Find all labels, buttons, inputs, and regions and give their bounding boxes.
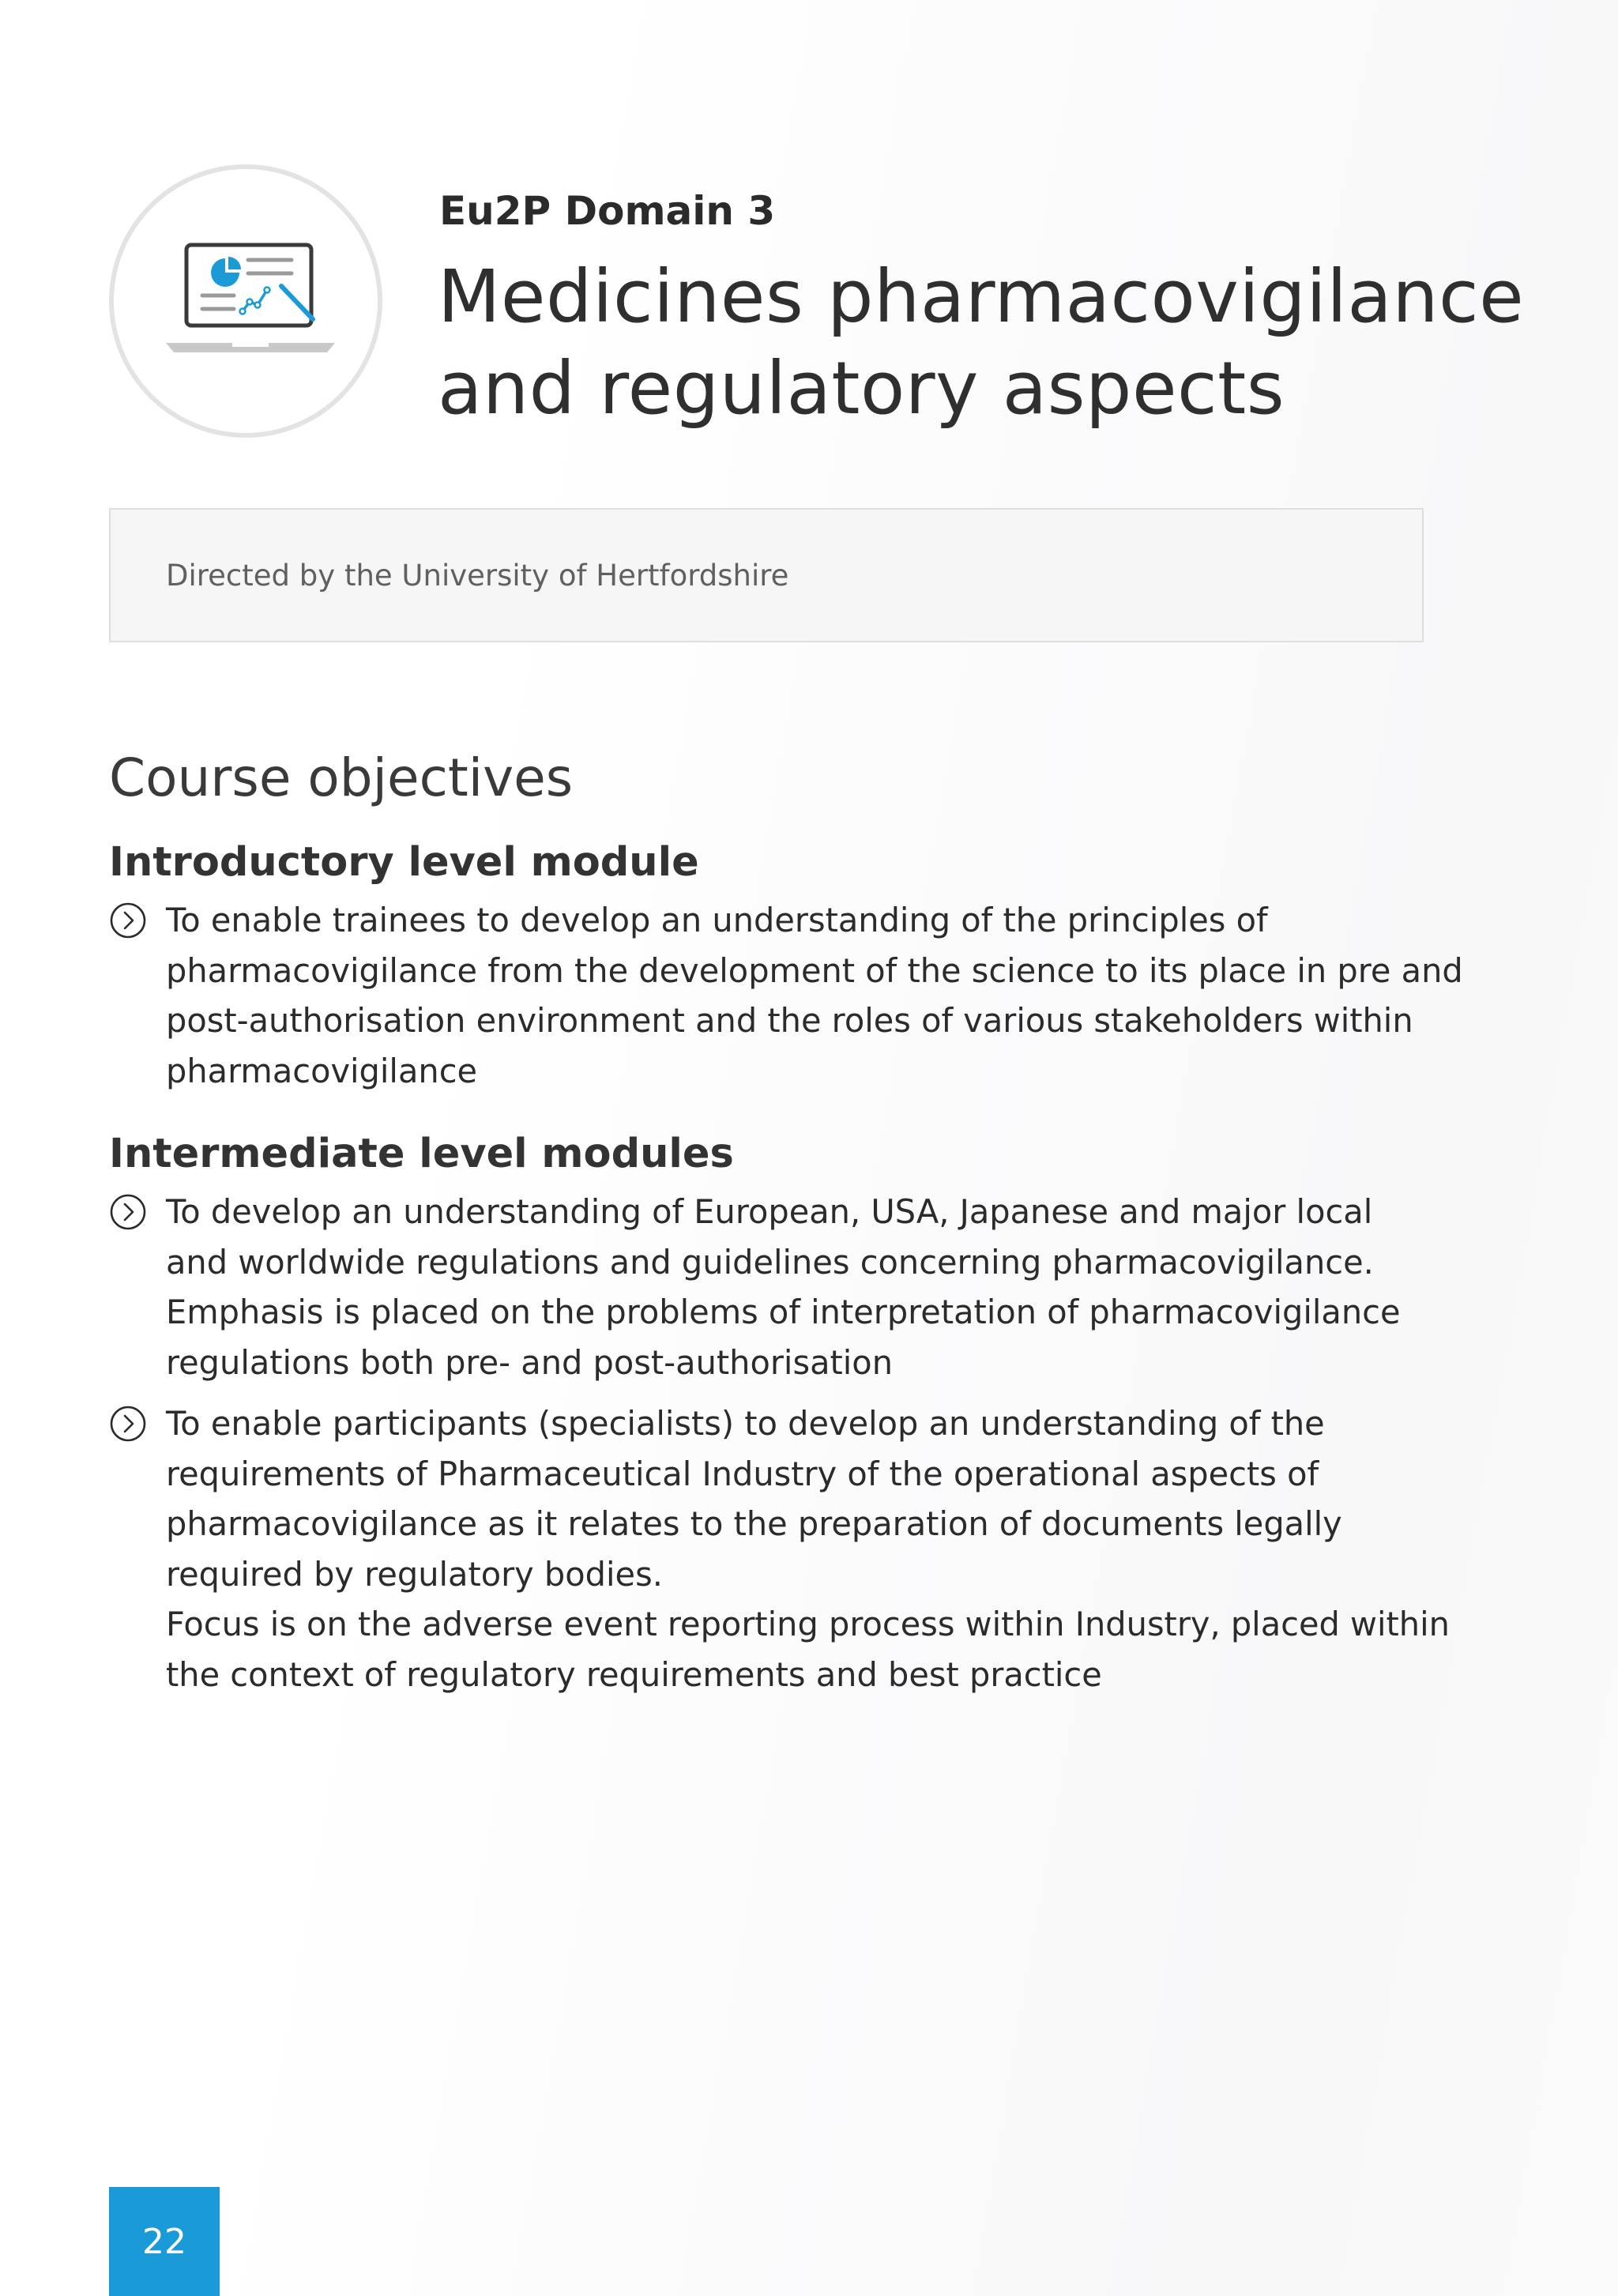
bullet-text: To enable trainees to develop an understanding of the principles of pharmacovigilance from the development of the science to its place in pre and post-authorisation environment and the roles of various stakeholders within pharmacovigilance [166,901,1463,1090]
laptop-analytics-icon [109,164,382,438]
director-text: Directed by the University of Hertfordshire [166,559,789,593]
chevron-circle-icon [109,1405,147,1443]
page-title-line-1: Medicines pharmacovigilance [438,254,1525,339]
intermediate-heading: Intermediate level modules [109,1131,734,1177]
domain-label: Eu2P Domain 3 [439,188,776,234]
introductory-heading: Introductory level module [109,839,699,886]
page-title-line-2: and regulatory aspects [438,346,1285,431]
bullet-text: To enable participants (specialists) to develop an understanding of the requirements of Pharmaceutical Industry of the operational aspects of pharmacovigilance as it relates to the preparation of documents legally required by regulatory bodies. Focus is on the adverse event reporting process within Industry, placed within the context of regulatory requirements and best practice [166,1404,1450,1694]
bullet-text: To develop an understanding of European, USA, Japanese and major local and worldwide regulations and guidelines concerning pharmacovigilance. Emphasis is placed on the problems of interpretation of pharmacovigilance regulations both pre- and post-authorisation [166,1192,1401,1382]
director-box [109,508,1424,642]
course-objectives-heading: Course objectives [109,747,574,808]
chevron-circle-icon [109,1193,147,1231]
chevron-circle-icon [109,901,147,939]
page-title [438,251,1525,435]
page-number: 22 [109,2187,220,2296]
